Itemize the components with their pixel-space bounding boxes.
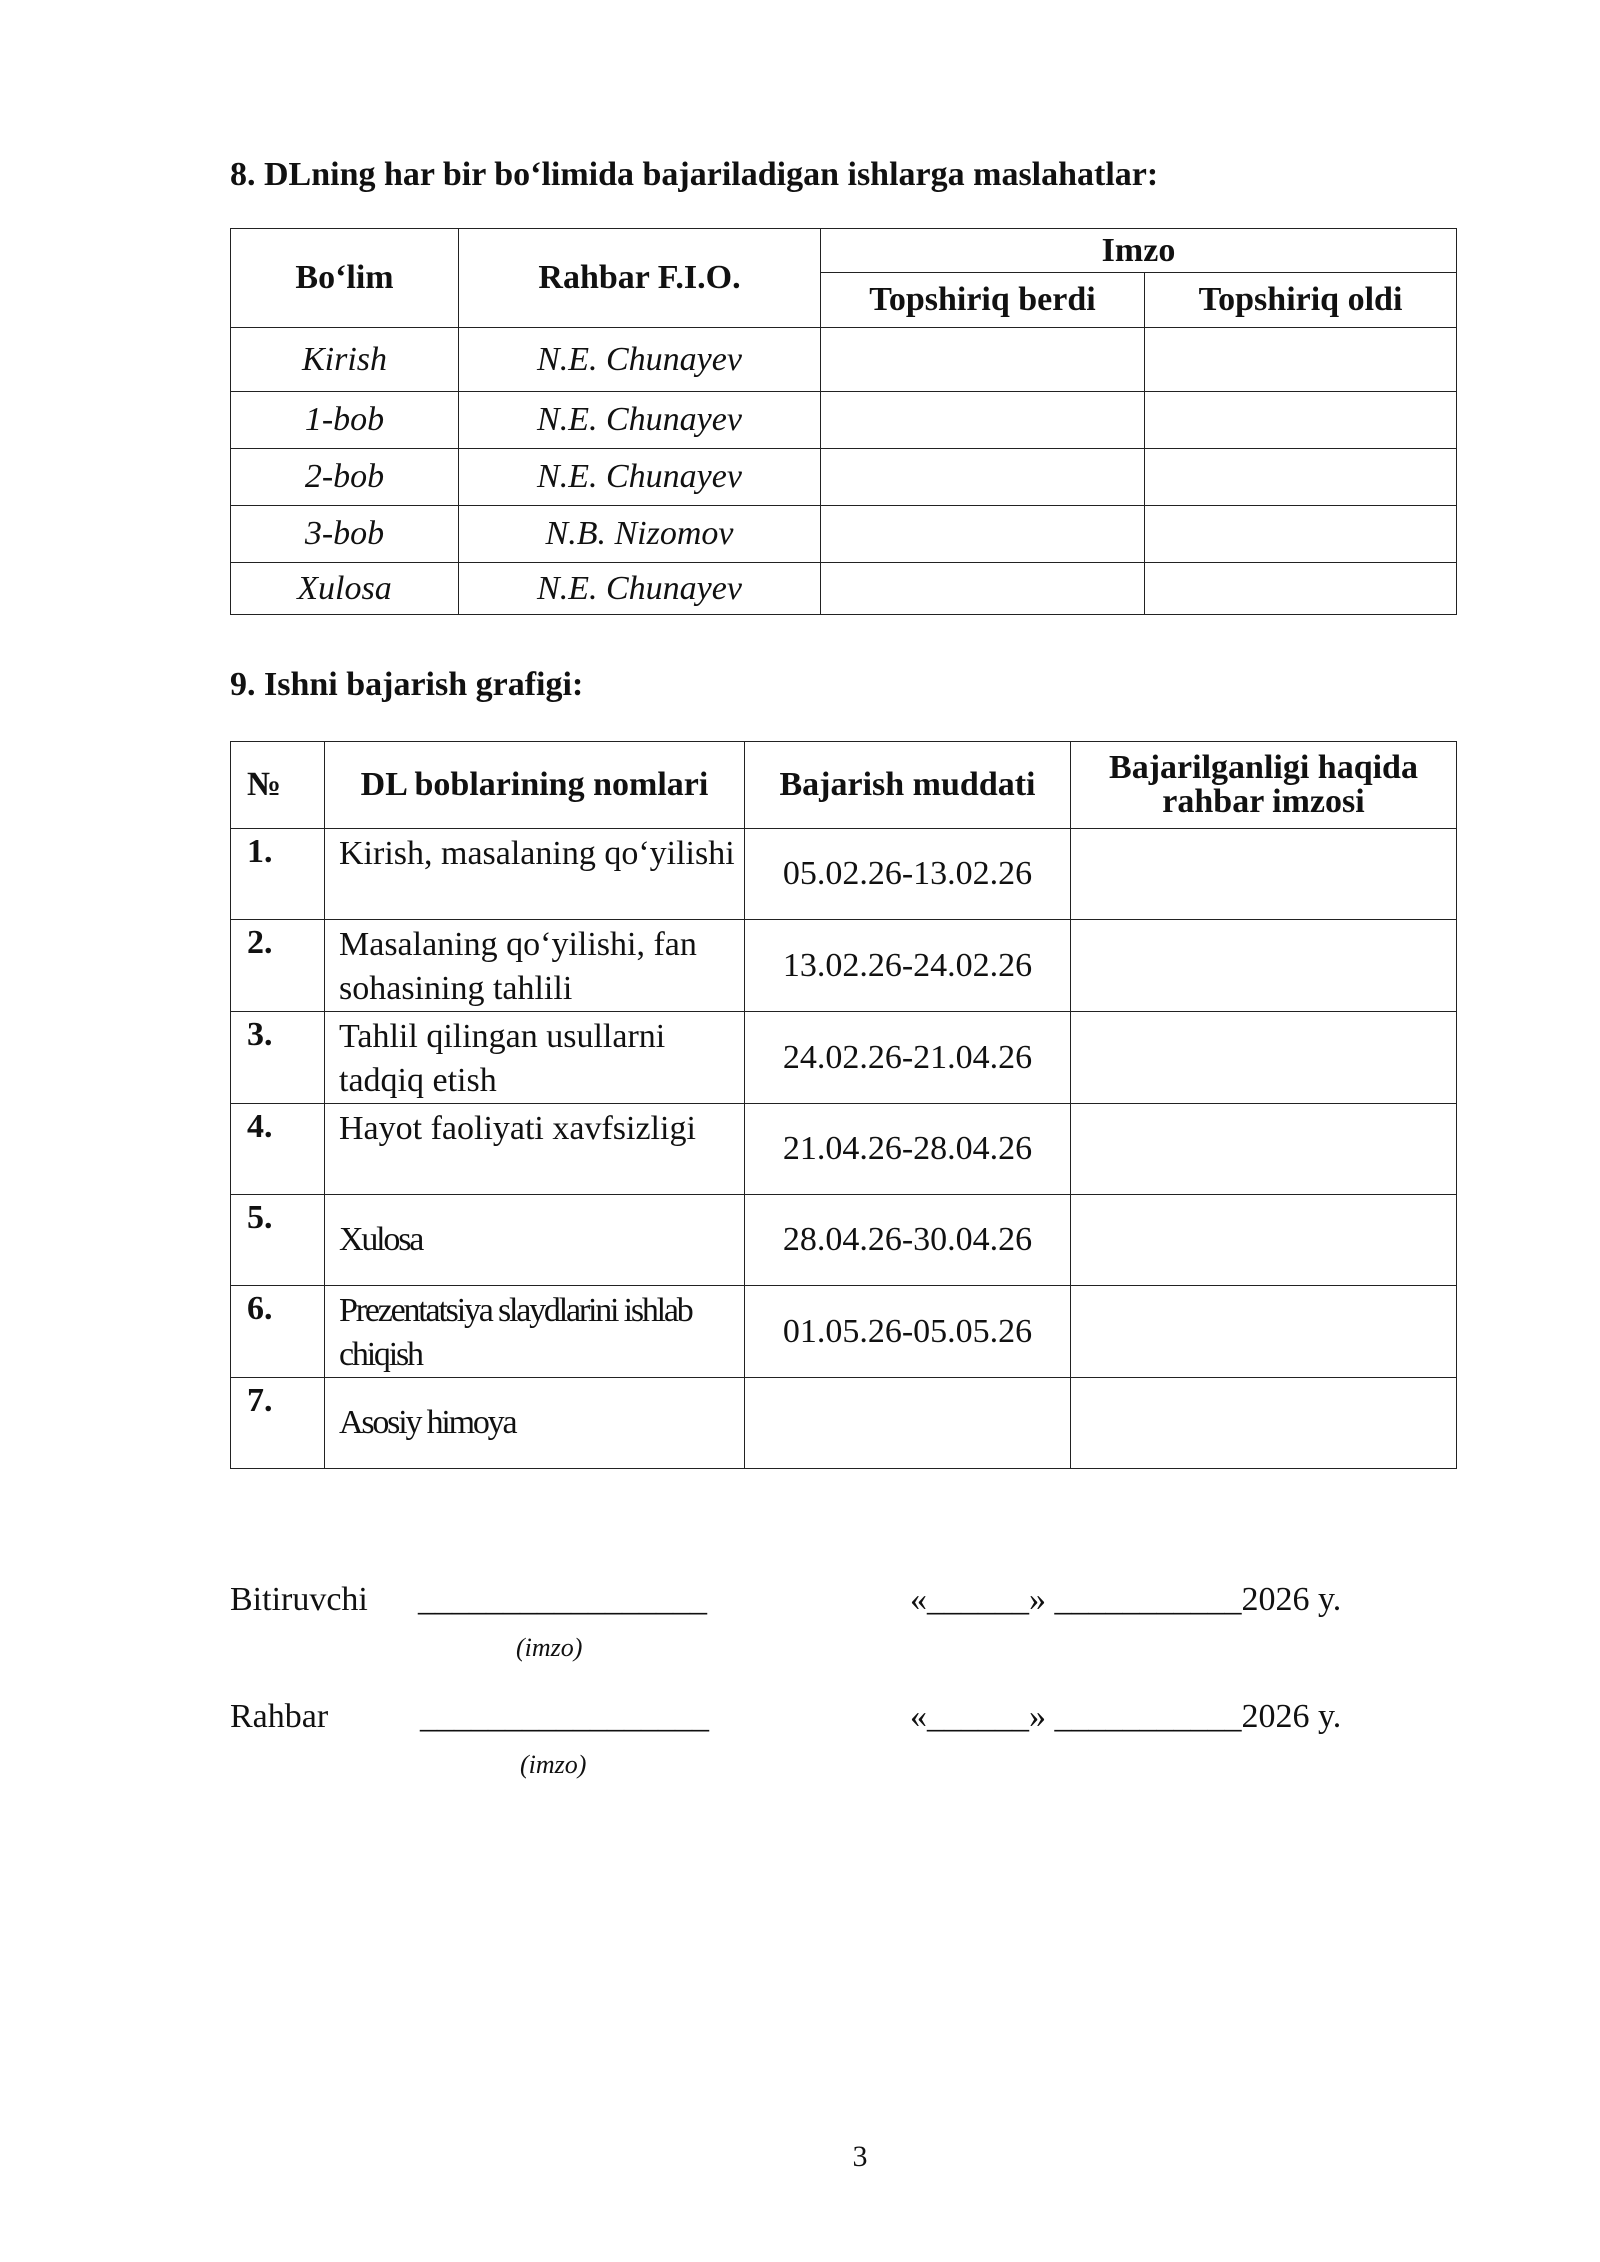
- deadline-cell: [745, 1378, 1071, 1469]
- signature-line[interactable]: _________________: [418, 1581, 707, 1618]
- chapter-name: Masalaning qo‘yilishi, fan sohasining tahlili: [325, 920, 745, 1012]
- signature-cell[interactable]: [1071, 1012, 1457, 1104]
- header-bolim: Bo‘lim: [231, 229, 459, 328]
- section-9-heading: 9. Ishni bajarish grafigi:: [230, 666, 584, 703]
- row-number: 2.: [231, 920, 325, 1012]
- rahbar-cell: N.E. Chunayev: [459, 392, 821, 449]
- deadline-cell: 21.04.26-28.04.26: [745, 1104, 1071, 1195]
- chapter-name: Kirish, masalaning qo‘yilishi: [325, 829, 745, 920]
- berdi-signature-cell[interactable]: [821, 392, 1145, 449]
- table-row: [231, 1378, 1457, 1469]
- page-number: 3: [852, 2140, 868, 2173]
- table-row: [231, 1104, 1457, 1195]
- deadline-cell: 05.02.26-13.02.26: [745, 829, 1071, 920]
- row-number: 4.: [231, 1104, 325, 1195]
- berdi-signature-cell[interactable]: [821, 449, 1145, 506]
- table-row: [231, 449, 1457, 506]
- signer-role: Rahbar: [230, 1698, 329, 1735]
- table-row: [231, 392, 1457, 449]
- signature-line[interactable]: _________________: [420, 1698, 709, 1735]
- signature-cell[interactable]: [1071, 1286, 1457, 1378]
- chapter-name: Xulosa: [325, 1195, 745, 1286]
- table-row: [231, 1012, 1457, 1104]
- berdi-signature-cell[interactable]: [821, 328, 1145, 392]
- signer-role: Bitiruvchi: [230, 1581, 368, 1618]
- oldi-signature-cell[interactable]: [1145, 506, 1457, 563]
- signature-caption: (imzo): [516, 1633, 583, 1662]
- row-number: 1.: [231, 829, 325, 920]
- row-number: 5.: [231, 1195, 325, 1286]
- signature-cell[interactable]: [1071, 1195, 1457, 1286]
- header-rahbar: Rahbar F.I.O.: [459, 229, 821, 328]
- signature-date: «______» ___________2026 y.: [910, 1581, 1342, 1618]
- row-number: 6.: [231, 1286, 325, 1378]
- deadline-cell: 01.05.26-05.05.26: [745, 1286, 1071, 1378]
- signature-date: «______» ___________2026 y.: [910, 1698, 1342, 1735]
- header-imzo: Imzo: [821, 229, 1457, 273]
- signature-cell[interactable]: [1071, 1378, 1457, 1469]
- berdi-signature-cell[interactable]: [821, 506, 1145, 563]
- deadline-cell: 24.02.26-21.04.26: [745, 1012, 1071, 1104]
- section-8-heading: 8. DLning har bir bo‘limida bajariladigan ishlarga maslahatlar:: [230, 156, 1159, 193]
- rahbar-cell: N.E. Chunayev: [459, 328, 821, 392]
- rahbar-cell: N.E. Chunayev: [459, 563, 821, 615]
- table-row: [231, 920, 1457, 1012]
- oldi-signature-cell[interactable]: [1145, 328, 1457, 392]
- bolim-cell: 1-bob: [231, 392, 459, 449]
- oldi-signature-cell[interactable]: [1145, 563, 1457, 615]
- table-row: [231, 328, 1457, 392]
- deadline-cell: 28.04.26-30.04.26: [745, 1195, 1071, 1286]
- oldi-signature-cell[interactable]: [1145, 392, 1457, 449]
- table-row: [231, 829, 1457, 920]
- header-number: №: [231, 742, 325, 829]
- chapter-name: Asosiy himoya: [325, 1378, 745, 1469]
- bolim-cell: 2-bob: [231, 449, 459, 506]
- table-row: [231, 1286, 1457, 1378]
- schedule-table: [230, 741, 1457, 1469]
- chapter-name: Hayot faoliyati xavfsizligi: [325, 1104, 745, 1195]
- table-row: [231, 1195, 1457, 1286]
- table-row: [231, 563, 1457, 615]
- signature-caption: (imzo): [520, 1750, 587, 1779]
- header-supervisor-signature: Bajarilganligi haqida rahbar imzosi: [1071, 742, 1457, 829]
- bolim-cell: 3-bob: [231, 506, 459, 563]
- header-topshiriq-oldi: Topshiriq oldi: [1145, 273, 1457, 328]
- bolim-cell: Xulosa: [231, 563, 459, 615]
- table-row: [231, 506, 1457, 563]
- bolim-cell: Kirish: [231, 328, 459, 392]
- chapter-name: Tahlil qilingan usullarni tadqiq etish: [325, 1012, 745, 1104]
- row-number: 7.: [231, 1378, 325, 1469]
- header-chapter-names: DL boblarining nomlari: [325, 742, 745, 829]
- consultation-table: [230, 228, 1457, 615]
- chapter-name: Prezentatsiya slaydlarini ishlab chiqish: [325, 1286, 745, 1378]
- signature-cell[interactable]: [1071, 829, 1457, 920]
- signature-cell[interactable]: [1071, 920, 1457, 1012]
- signature-cell[interactable]: [1071, 1104, 1457, 1195]
- deadline-cell: 13.02.26-24.02.26: [745, 920, 1071, 1012]
- rahbar-cell: N.B. Nizomov: [459, 506, 821, 563]
- row-number: 3.: [231, 1012, 325, 1104]
- berdi-signature-cell[interactable]: [821, 563, 1145, 615]
- rahbar-cell: N.E. Chunayev: [459, 449, 821, 506]
- oldi-signature-cell[interactable]: [1145, 449, 1457, 506]
- header-deadline: Bajarish muddati: [745, 742, 1071, 829]
- header-topshiriq-berdi: Topshiriq berdi: [821, 273, 1145, 328]
